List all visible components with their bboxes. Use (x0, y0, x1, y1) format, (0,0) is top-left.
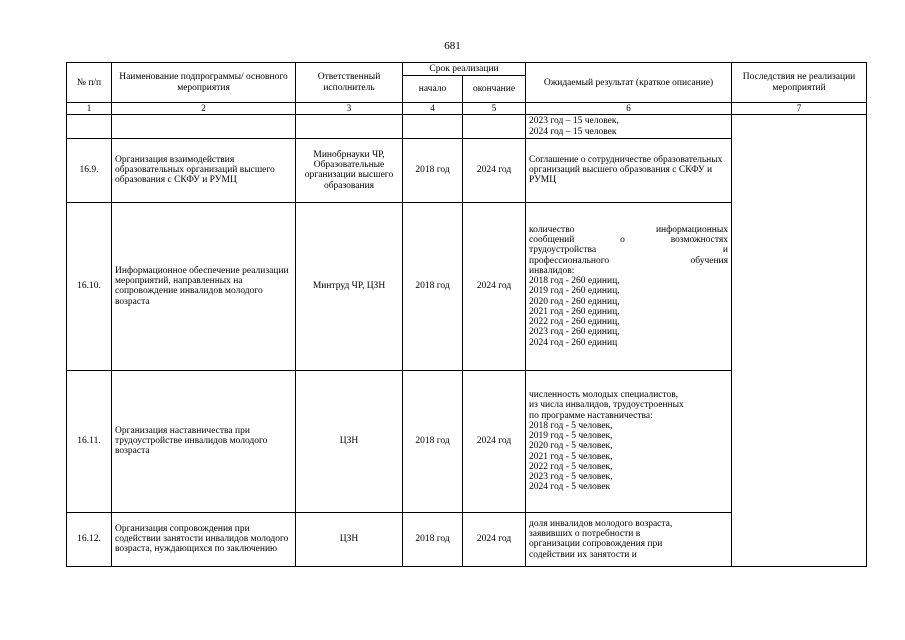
result-line: 2019 год - 5 человек, (529, 431, 613, 441)
result-line: 2020 год - 260 единиц, (529, 296, 620, 307)
result-line: 2019 год - 260 единиц, (529, 286, 620, 297)
result-line: из числа инвалидов, трудоустроенных (529, 400, 684, 411)
result-line: трудоустройства и (529, 245, 729, 256)
result-line: 2024 год - 260 единиц (529, 337, 618, 348)
row-number: 16.12. (67, 512, 112, 566)
start-year: 2018 год (403, 370, 463, 512)
activity-name: Организация взаимодействия образовательных организаций высшего образования с СКФУ и РУМЦ (112, 138, 296, 202)
result-line: по программе наставничества: (529, 410, 653, 421)
result-cell (526, 202, 732, 370)
start-year: 2018 год (403, 202, 463, 370)
activities-table (66, 62, 867, 567)
header-row (67, 63, 867, 76)
header-start: начало (403, 76, 463, 103)
header-period: Срок реализации (403, 63, 526, 76)
header-consequences: Последствия не реализации мероприятий (732, 63, 867, 103)
result-line: Соглашение о сотрудничестве образовательных организаций высшего образования с СКФУ и РУМЦ (529, 154, 723, 186)
start-year: 2018 год (403, 512, 463, 566)
activity-name: Организация сопровождения при содействии занятости инвалидов молодого возраста, нуждающихся по заключению (112, 512, 296, 566)
responsible-executor: Минтруд ЧР, ЦЗН (296, 202, 403, 370)
result-line: 2022 год - 5 человек, (529, 461, 613, 472)
result-line: сообщений о возможностях (529, 235, 729, 245)
start-year: 2018 год (403, 138, 463, 202)
row-number: 16.10. (67, 202, 112, 370)
page-number: 681 (444, 40, 461, 52)
result-line: профессионального обучения (529, 255, 729, 266)
header-responsible: Ответственный исполнитель (296, 63, 403, 103)
result-line: 2020 год - 5 человек, (529, 441, 613, 452)
consequences-cell (732, 115, 867, 567)
col-number: 2 (112, 103, 296, 115)
result-line: 2021 год - 5 человек, (529, 451, 613, 462)
result-line: 2018 год - 260 единиц, (529, 276, 620, 286)
col-number: 3 (296, 103, 403, 115)
result-line: инвалидов: (529, 265, 575, 276)
row-number: 16.11. (67, 370, 112, 512)
result-line: доля инвалидов молодого возраста, (529, 518, 673, 529)
result-line: численность молодых специалистов, (529, 390, 679, 400)
activity-name: Организация наставничества при трудоустройстве инвалидов молодого возраста (112, 370, 296, 512)
col-number: 5 (463, 103, 526, 115)
result-line: количество информационных (529, 224, 729, 235)
header-name: Наименование подпрограммы/ основного мероприятия (112, 63, 296, 103)
header-result: Ожидаемый результат (краткое описание) (526, 63, 732, 103)
result-cell (526, 370, 732, 512)
result-line: 2024 год – 15 человек (529, 126, 617, 137)
result-line: заявивших о потребности в (529, 529, 641, 539)
header-end: окончание (463, 76, 526, 103)
col-number: 1 (67, 103, 112, 115)
result-line: 2023 год - 260 единиц, (529, 327, 620, 338)
end-year: 2024 год (463, 138, 526, 202)
result-line: содействии их занятости и (529, 549, 637, 560)
result-line: организации сопровождения при (529, 539, 663, 550)
end-year: 2024 год (463, 370, 526, 512)
column-number-row (67, 103, 867, 115)
activity-name: Информационное обеспечение реализации мероприятий, направленных на сопровождение инвалидов молодого возраста (112, 202, 296, 370)
responsible-executor: ЦЗН (296, 512, 403, 566)
header-num: № п/п (67, 63, 112, 103)
col-number: 6 (526, 103, 732, 115)
table-row (67, 115, 867, 139)
result-cell (526, 138, 732, 202)
result-cell (526, 512, 732, 566)
result-line: 2018 год - 5 человек, (529, 420, 613, 431)
responsible-executor: ЦЗН (296, 370, 403, 512)
result-line: 2023 год - 5 человек, (529, 472, 613, 482)
end-year: 2024 год (463, 202, 526, 370)
row-number: 16.9. (67, 138, 112, 202)
result-line: 2023 год – 15 человек, (529, 116, 619, 127)
responsible-executor: Минобрнауки ЧР, Образовательные организации высшего образования (296, 138, 403, 202)
result-line: 2024 год - 5 человек (529, 482, 611, 493)
result-line: 2021 год - 260 единиц, (529, 306, 620, 317)
col-number: 7 (732, 103, 867, 115)
end-year: 2024 год (463, 512, 526, 566)
result-line: 2022 год - 260 единиц, (529, 317, 620, 327)
col-number: 4 (403, 103, 463, 115)
result-cell (526, 115, 732, 139)
